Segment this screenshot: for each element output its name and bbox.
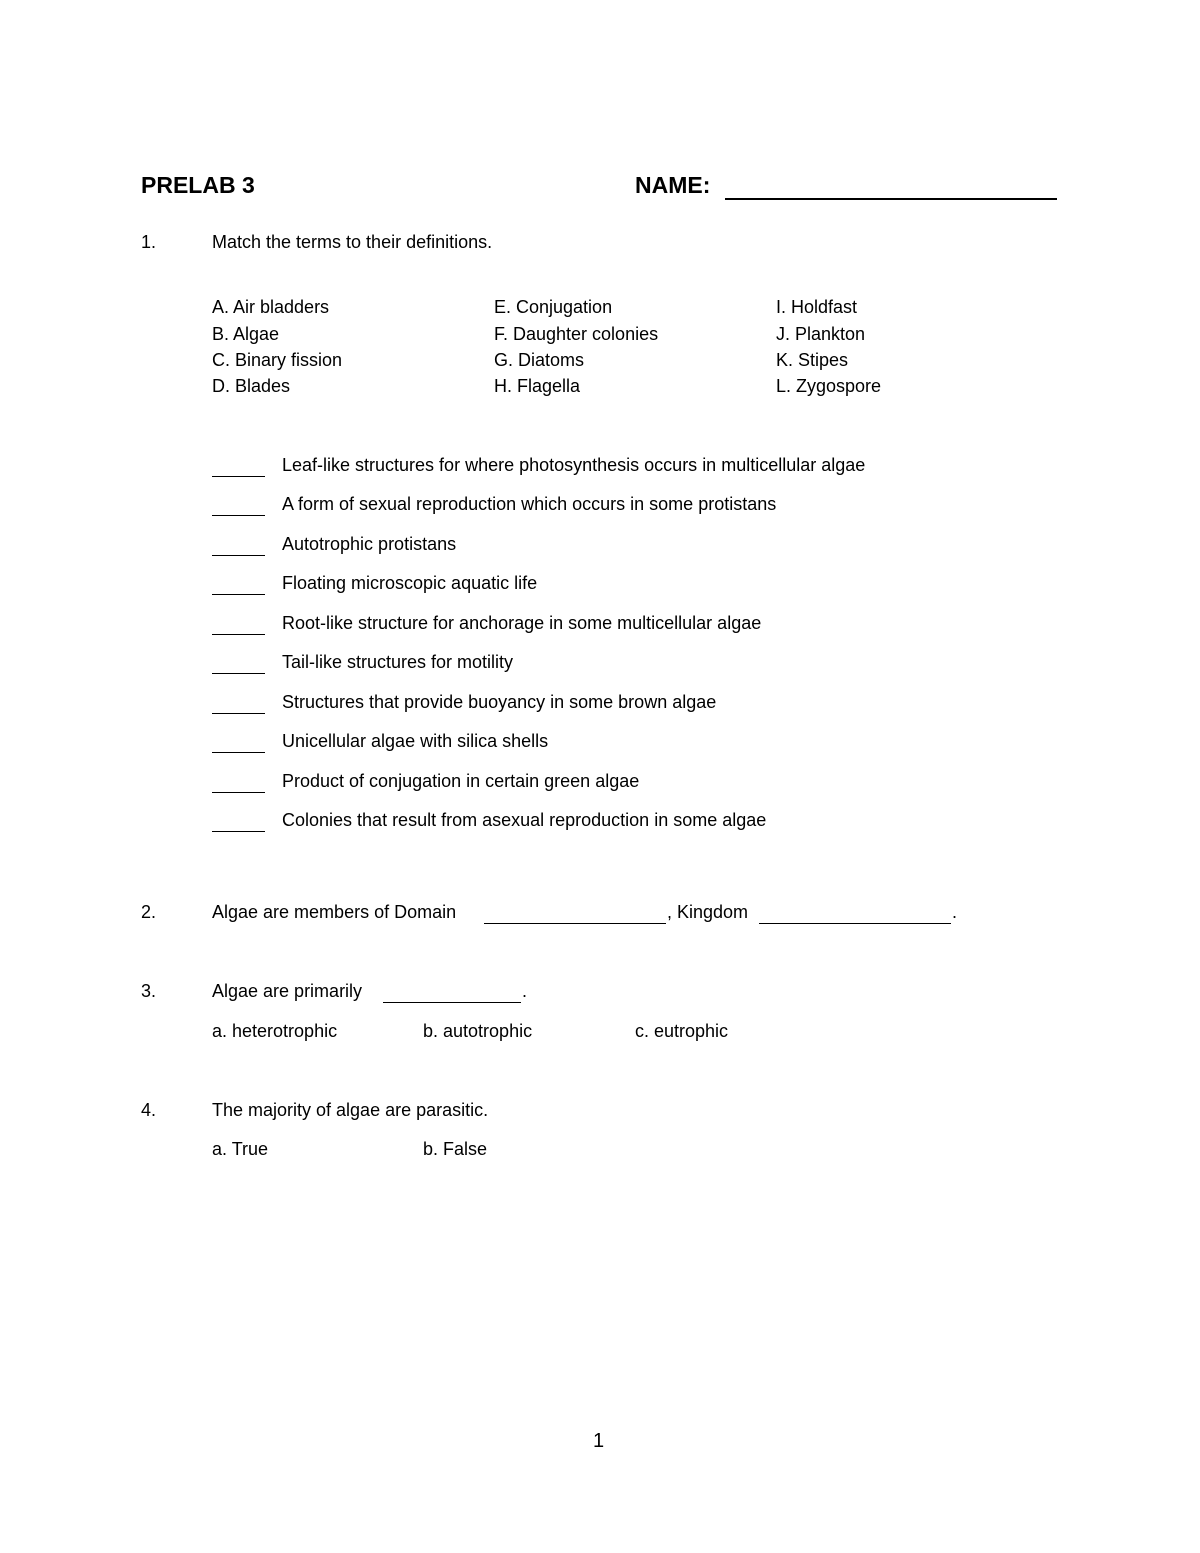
term-l: L. Zygospore: [776, 376, 882, 396]
definition-item: Colonies that result from asexual reproduction in some algae: [282, 810, 767, 830]
option-false[interactable]: b. False: [423, 1139, 488, 1159]
term-j: J. Plankton: [776, 324, 866, 344]
definition-item: Unicellular algae with silica shells: [282, 731, 549, 751]
answer-blank[interactable]: [212, 713, 265, 714]
question-number-4: 4.: [141, 1100, 157, 1120]
name-label: NAME:: [635, 172, 711, 198]
answer-blank[interactable]: [212, 831, 265, 832]
definition-item: Autotrophic protistans: [282, 534, 457, 554]
term-b: B. Algae: [212, 324, 280, 344]
answer-blank[interactable]: [212, 792, 265, 793]
question-2-text-middle: , Kingdom: [667, 902, 749, 922]
answer-blank[interactable]: [212, 634, 265, 635]
answer-blank[interactable]: [212, 476, 265, 477]
primarily-blank[interactable]: [383, 1002, 521, 1003]
definition-item: Leaf-like structures for where photosynthesis occurs in multicellular algae: [282, 455, 866, 475]
question-2-text-start: Algae are members of Domain: [212, 902, 457, 922]
definition-item: Floating microscopic aquatic life: [282, 573, 538, 593]
term-a: A. Air bladders: [212, 297, 330, 317]
page-number: 1: [593, 1430, 605, 1452]
question-2-text-end: .: [952, 902, 958, 922]
option-true[interactable]: a. True: [212, 1139, 269, 1159]
term-f: F. Daughter colonies: [494, 324, 659, 344]
question-3-text-end: .: [522, 981, 528, 1001]
term-e: E. Conjugation: [494, 297, 613, 317]
term-k: K. Stipes: [776, 350, 849, 370]
term-d: D. Blades: [212, 376, 291, 396]
question-1-prompt: Match the terms to their definitions.: [212, 232, 493, 252]
kingdom-blank[interactable]: [759, 923, 951, 924]
answer-blank[interactable]: [212, 752, 265, 753]
option-c[interactable]: c. eutrophic: [635, 1021, 729, 1041]
answer-blank[interactable]: [212, 673, 265, 674]
question-number-3: 3.: [141, 981, 157, 1001]
domain-blank[interactable]: [484, 923, 666, 924]
definition-item: Structures that provide buoyancy in some brown algae: [282, 692, 717, 712]
answer-blank[interactable]: [212, 555, 265, 556]
question-3-text-start: Algae are primarily: [212, 981, 363, 1001]
answer-blank[interactable]: [212, 594, 265, 595]
definition-item: Tail-like structures for motility: [282, 652, 514, 672]
question-4-text: The majority of algae are parasitic.: [212, 1100, 489, 1120]
answer-blank[interactable]: [212, 515, 265, 516]
definition-item: Root-like structure for anchorage in some multicellular algae: [282, 613, 762, 633]
term-c: C. Binary fission: [212, 350, 343, 370]
term-g: G. Diatoms: [494, 350, 585, 370]
term-i: I. Holdfast: [776, 297, 858, 317]
definition-item: Product of conjugation in certain green algae: [282, 771, 640, 791]
name-field[interactable]: [725, 198, 1057, 200]
question-number-2: 2.: [141, 902, 157, 922]
page-title: PRELAB 3: [141, 172, 255, 198]
term-h: H. Flagella: [494, 376, 581, 396]
option-a[interactable]: a. heterotrophic: [212, 1021, 338, 1041]
question-number-1: 1.: [141, 232, 157, 252]
option-b[interactable]: b. autotrophic: [423, 1021, 533, 1041]
definition-item: A form of sexual reproduction which occurs in some protistans: [282, 494, 777, 514]
